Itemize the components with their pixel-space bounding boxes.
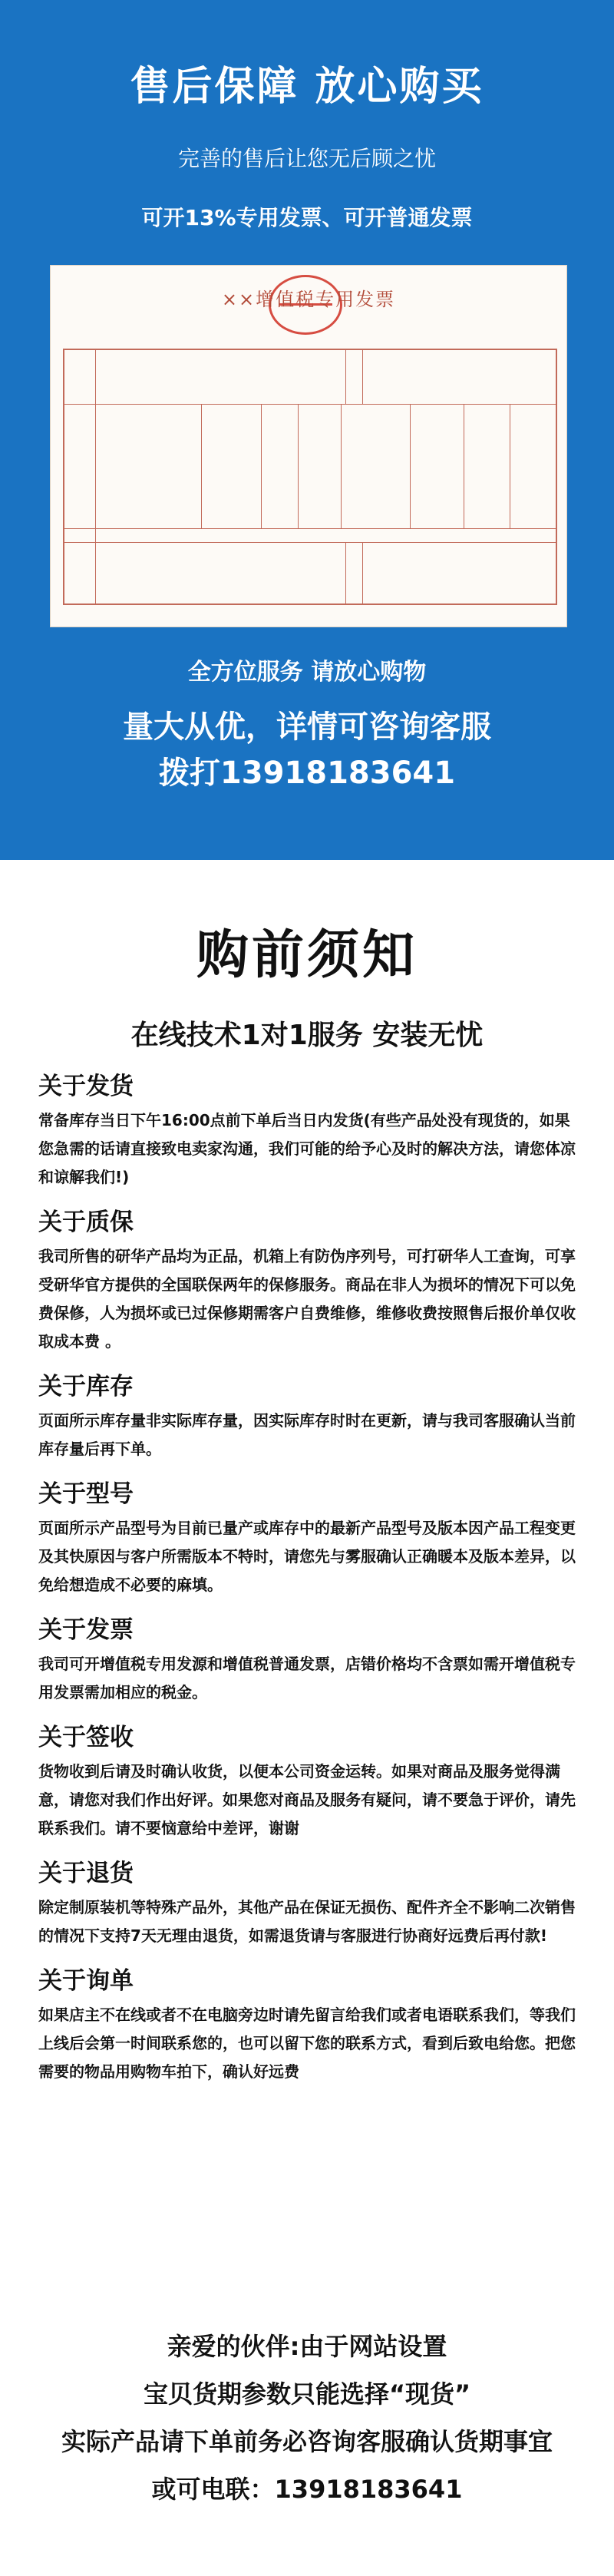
section-body: 常备库存当日下午16:00点前下单后当日内发货(有些产品处没有现货的，如果您急需的话请直接致电卖家沟通，我们可能的给予心及时的解决方法，请您体凉和谅解我们!)	[38, 1111, 576, 1186]
section-heading: 关于质保	[38, 1209, 134, 1236]
footer-line-4: 或可电联：13918183641	[151, 2475, 463, 2504]
section-body: 页面所示产品型号为目前已量产或库存中的最新产品型号及版本因产品工程变更及其快原因与客户所需版本不特时，请您先与雾服确认正确暖本及版本差异，以免给想造成不必要的麻填。	[38, 1519, 576, 1594]
section-stock	[38, 1371, 576, 1463]
section-body: 如果店主不在线或者不在电脑旁边时请先留言给我们或者电语联系我们，等我们上线后会第一时间联系您的，也可以留下您的联系方式，看到后致电给您。把您需要的物品用购物车拍下，确认好远费	[38, 2006, 576, 2081]
footer-line-1: 亲爱的伙伴:由于网站设置	[167, 2332, 447, 2361]
section-body: 货物收到后请及时确认收货，以便本公司资金运转。如果对商品及服务觉得满意，请您对我们作出好评。如果您对商品及服务有疑问，请不要急于评价，请先联系我们。请不要恼意给中差评，谢谢	[38, 1762, 576, 1837]
service-line: 全方位服务 请放心购物	[187, 659, 427, 686]
footer-line-2: 宝贝货期参数只能选择“现货”	[143, 2379, 471, 2409]
contact-line-2: 拨打13918183641	[158, 756, 456, 791]
section-invoice	[38, 1615, 576, 1707]
section-heading: 关于发票	[38, 1616, 134, 1644]
invoice-image	[50, 265, 567, 627]
invoice-table	[63, 349, 557, 605]
section-shipping	[38, 1071, 576, 1192]
section-returns	[38, 1858, 576, 1950]
after-sales-banner	[0, 0, 614, 860]
section-warranty	[38, 1207, 576, 1356]
footer-notice	[0, 2323, 614, 2513]
contact-line-1: 量大从优，详情可咨询客服	[123, 709, 491, 745]
invoice-note: 可开13%专用发票、可开普通发票	[141, 205, 473, 230]
section-body: 我司所售的研华产品均为正品，机箱上有防伪序列号，可打研华人工查询，可享受研华官方提供的全国联保两年的保修服务。商品在非人为损坏的情况下可以免费保修，人为损坏或已过保修期需客户自费维修，维修收费按照售后报价单仅收取成本费 。	[38, 1247, 576, 1351]
section-inquiry	[38, 1966, 576, 2086]
section-body: 除定制原装机等特殊产品外，其他产品在保证无损伤、配件齐全不影响二次销售的情况下支持7天无理由退货，如需退货请与客服进行协商好远费后再付款!	[38, 1898, 576, 1945]
section-heading: 关于库存	[38, 1373, 134, 1400]
section-body: 页面所示库存量非实际库存量，因实际库存时时在更新，请与我司客服确认当前库存量后再下单。	[38, 1411, 576, 1458]
notice-sections	[38, 1071, 576, 2101]
footer-line-3: 实际产品请下单前务必咨询客服确认货期事宜	[61, 2427, 553, 2456]
section-receipt	[38, 1722, 576, 1843]
section-heading: 关于发货	[38, 1073, 134, 1100]
section-heading: 关于型号	[38, 1480, 134, 1508]
section-model	[38, 1479, 576, 1599]
banner-title: 售后保障 放心购买	[130, 64, 484, 110]
section-heading: 关于询单	[38, 1967, 134, 1995]
section-heading: 关于退货	[38, 1860, 134, 1887]
section-body: 我司可开增值税专用发源和增值税普通发票，店错价格均不含票如需开增值税专用发票需加相应的税金。	[38, 1655, 576, 1701]
notice-title: 购前须知	[196, 925, 418, 986]
banner-subtitle: 完善的售后让您无后顾之忧	[177, 146, 436, 171]
section-heading: 关于签收	[38, 1724, 134, 1751]
notice-subtitle: 在线技术1对1服务 安装无忧	[130, 1020, 484, 1051]
invoice-title: ××增值税专用发票	[221, 289, 396, 310]
